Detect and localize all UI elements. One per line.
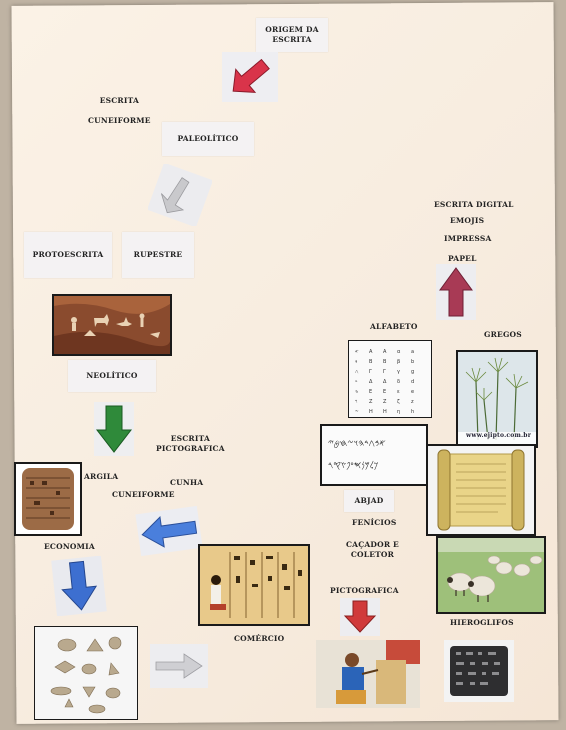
maroon-arrow-up-icon (436, 264, 476, 320)
svg-text:E: E (369, 389, 373, 395)
red-arrow-icon (222, 52, 278, 102)
svg-text:Γ: Γ (383, 369, 386, 375)
svg-text:h: h (411, 409, 415, 415)
blue-arrow-down-icon (50, 556, 108, 616)
svg-text:𐤁: 𐤁 (355, 359, 358, 365)
papel-label: PAPEL (448, 254, 477, 263)
sheep-image (436, 536, 546, 614)
svg-text:b: b (411, 359, 415, 365)
svg-text:Z: Z (369, 399, 373, 405)
cuneiforme-label: CUNEIFORME (112, 490, 175, 499)
svg-text:A: A (369, 349, 373, 355)
origem-label: ORIGEM DA ESCRITA (265, 24, 319, 44)
alfabeto-label: ALFABETO (370, 322, 418, 331)
paleolitico-label: PALEOLÍTICO (177, 133, 239, 143)
svg-text:γ: γ (397, 369, 400, 375)
neolitico-card (68, 360, 156, 392)
rupestre-card (122, 232, 194, 278)
red-arrow-down-icon (340, 598, 380, 636)
abjad-card (344, 490, 394, 512)
blue-arrow-left-icon (134, 506, 204, 556)
escrita-pictografica-label: ESCRITA PICTOGRAFICA (156, 434, 225, 454)
protoescrita-label: PROTOESCRITA (32, 249, 104, 259)
emojis-label: EMOJIS (450, 216, 485, 225)
escrita-digital-label: ESCRITA DIGITAL (434, 200, 514, 209)
svg-text:𐤅: 𐤅 (355, 399, 358, 405)
svg-text:B: B (369, 359, 373, 365)
svg-text:Δ: Δ (383, 379, 387, 385)
svg-text:Α: Α (383, 349, 387, 355)
papyrus-plant-image (456, 350, 538, 448)
egyptian-scribe-image (198, 544, 310, 626)
green-arrow-icon (94, 402, 134, 456)
gregos-label: GREGOS (484, 330, 522, 339)
scribe-carving-image (316, 640, 420, 708)
svg-text:β: β (397, 359, 401, 365)
phoenician-script-image (320, 424, 428, 486)
svg-text:g: g (411, 369, 415, 375)
escrita-cuneiforme-label: ESCRITA CUNEIFORME (88, 96, 151, 126)
protoescrita-card (24, 232, 112, 278)
svg-text:𐤂: 𐤂 (355, 369, 359, 375)
grey-arrow-right-icon (148, 642, 210, 690)
svg-text:𐤃: 𐤃 (355, 379, 358, 385)
svg-text:Η: Η (383, 409, 387, 415)
papyrus-site-caption: www.ejipto.com.br (466, 432, 532, 439)
svg-text:Ε: Ε (383, 389, 387, 395)
cave-painting-image (52, 294, 172, 356)
svg-text:δ: δ (397, 379, 401, 385)
svg-text:η: η (397, 409, 401, 415)
svg-text:α: α (397, 349, 401, 355)
papyrus-scroll-image (426, 444, 536, 536)
svg-text:𐤊𐤋𐤌𐤍𐤎𐤏𐤐𐤑𐤒𐤓: 𐤊𐤋𐤌𐤍𐤎𐤏𐤐𐤑𐤒𐤓 (328, 461, 379, 471)
comercio-label: COMÉRCIO (234, 634, 285, 643)
rupestre-label: RUPESTRE (133, 249, 183, 259)
svg-text:z: z (411, 399, 414, 405)
paleolitico-card (162, 122, 254, 156)
impressa-label: IMPRESSA (444, 234, 492, 243)
svg-text:d: d (411, 379, 415, 385)
economia-label: ECONOMIA (44, 542, 95, 551)
alphabet-table-image (348, 340, 432, 418)
svg-text:ζ: ζ (397, 399, 400, 405)
neolitico-label: NEOLÍTICO (86, 370, 138, 380)
svg-text:𐤀𐤁𐤂𐤃𐤄𐤅𐤆𐤇𐤈𐤉: 𐤀𐤁𐤂𐤃𐤄𐤅𐤆𐤇𐤈𐤉 (328, 439, 386, 449)
pictografica-label: PICTOGRAFICA (330, 586, 399, 595)
clay-tablet-image (14, 462, 82, 536)
svg-text:a: a (411, 349, 415, 355)
dark-tablet-image (444, 640, 514, 702)
svg-text:e: e (411, 389, 415, 395)
argila-label: ARGILA (84, 472, 119, 481)
cacador-coletor-label: CAÇADOR E COLETOR (346, 540, 399, 560)
hieroglifos-label: HIEROGLIFOS (450, 618, 514, 627)
svg-text:𐤀: 𐤀 (355, 349, 359, 355)
svg-text:Β: Β (383, 359, 387, 365)
abjad-label: ABJAD (354, 495, 384, 505)
svg-text:Δ: Δ (369, 379, 373, 385)
origem-card (256, 18, 328, 52)
grey-arrow-icon (148, 164, 212, 226)
svg-text:H: H (369, 409, 373, 415)
svg-text:Ζ: Ζ (383, 399, 387, 405)
fenicios-label: FENÍCIOS (352, 518, 397, 527)
svg-text:ε: ε (397, 389, 400, 395)
svg-text:𐤄: 𐤄 (355, 389, 359, 395)
clay-tokens-image (34, 626, 138, 720)
cunha-label: CUNHA (170, 478, 204, 487)
svg-text:Γ: Γ (369, 369, 372, 375)
svg-text:𐤆: 𐤆 (355, 409, 359, 415)
